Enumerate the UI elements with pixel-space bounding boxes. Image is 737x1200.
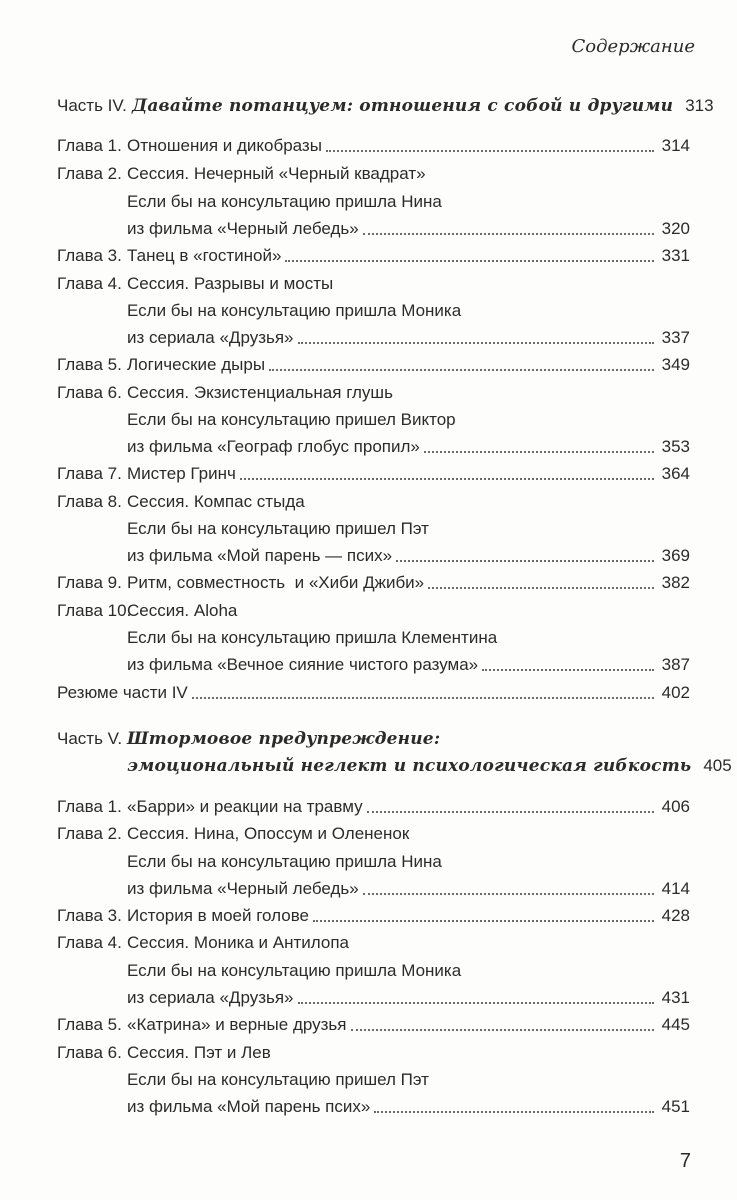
- leader-dots: [269, 351, 654, 371]
- toc-entry-cont[interactable]: [57, 875, 690, 903]
- chapter-title: Мистер Гринч: [127, 460, 240, 488]
- chapter-title: Сессия. Нечерный «Черный квадрат»: [127, 164, 426, 183]
- toc-entry[interactable]: [57, 379, 690, 407]
- leader-dots: [285, 242, 653, 262]
- toc-entry-cont[interactable]: [57, 1093, 690, 1121]
- page-ref: 431: [662, 984, 690, 1012]
- chapter-label: Глава 3.: [57, 906, 122, 925]
- toc-entry-cont: [57, 297, 690, 325]
- chapter-title: Сессия. Пэт и Лев: [127, 1043, 271, 1062]
- page-ref: 406: [662, 793, 690, 821]
- page-ref: 451: [662, 1093, 690, 1121]
- part-label: Часть V.: [57, 729, 123, 748]
- toc-entry[interactable]: [57, 488, 690, 516]
- chapter-subtitle: Если бы на консультацию пришла Моника: [127, 301, 462, 320]
- toc-entry-cont[interactable]: [57, 984, 690, 1012]
- leader-dots: [396, 542, 654, 562]
- toc-entry[interactable]: [57, 242, 690, 270]
- toc-entry[interactable]: [57, 1011, 690, 1039]
- page-ref: 349: [662, 351, 690, 379]
- page-ref: 414: [662, 875, 690, 903]
- chapter-label: Глава 7.: [57, 464, 122, 483]
- chapter-title: Сессия. Компас стыда: [127, 492, 305, 511]
- leader-dots: [298, 984, 654, 1004]
- chapter-label: Глава 6.: [57, 1043, 122, 1062]
- toc-part-5[interactable]: [57, 725, 690, 753]
- leader-dots: [363, 215, 654, 235]
- toc-entry-cont[interactable]: [57, 215, 690, 243]
- chapter-subtitle: Если бы на консультацию пришел Виктор: [127, 410, 456, 429]
- toc-entry-cont: [57, 957, 690, 985]
- leader-dots: [326, 132, 654, 152]
- chapter-label: Глава 5.: [57, 355, 122, 374]
- chapter-title: Сессия. Моника и Антилопа: [127, 933, 350, 952]
- chapter-title: Сессия. Экзистенциальная глушь: [127, 383, 393, 402]
- chapter-title: Сессия. Нина, Опоссум и Олененок: [127, 824, 410, 843]
- leader-dots: [424, 433, 654, 453]
- toc-entry-cont[interactable]: [57, 542, 690, 570]
- chapter-title: Танец в «гостиной»: [127, 242, 285, 270]
- chapter-subtitle: из сериала «Друзья»: [127, 984, 298, 1012]
- part-title: Давайте потанцуем: отношения с собой и другими: [132, 92, 677, 120]
- toc-summary[interactable]: [57, 679, 690, 707]
- chapter-subtitle: Если бы на консультацию пришла Нина: [127, 192, 442, 211]
- leader-dots: [367, 793, 654, 813]
- page-ref: 382: [662, 569, 690, 597]
- leader-dots: [428, 569, 653, 589]
- page-ref: 428: [662, 902, 690, 930]
- toc-entry-cont: [57, 406, 690, 434]
- toc-part-5-cont[interactable]: [57, 752, 732, 780]
- toc-entry[interactable]: [57, 929, 690, 957]
- toc-entry-cont: [57, 848, 690, 876]
- chapter-subtitle: из фильма «Географ глобус пропил»: [127, 433, 424, 461]
- toc-entry-cont: [57, 1066, 690, 1094]
- leader-dots: [192, 679, 654, 699]
- chapter-title: Отношения и дикобразы: [127, 132, 326, 160]
- chapter-subtitle: Если бы на консультацию пришла Клементина: [127, 628, 498, 647]
- chapter-label: Глава 10.: [57, 601, 132, 620]
- part-label: Часть IV.: [57, 96, 127, 115]
- toc-entry[interactable]: [57, 597, 690, 625]
- toc-entry[interactable]: [57, 270, 690, 298]
- toc-entry[interactable]: [57, 793, 690, 821]
- chapter-label: Глава 8.: [57, 492, 122, 511]
- toc-entry[interactable]: [57, 569, 690, 597]
- leader-dots: [363, 875, 654, 895]
- toc-entry[interactable]: [57, 351, 690, 379]
- page-ref: 364: [662, 460, 690, 488]
- chapter-title: «Катрина» и верные друзья: [127, 1011, 351, 1039]
- page-ref: 387: [662, 651, 690, 679]
- leader-dots: [374, 1093, 653, 1113]
- chapter-subtitle: Если бы на консультацию пришел Пэт: [127, 1070, 429, 1089]
- page-ref: 320: [662, 215, 690, 243]
- page-ref: 369: [662, 542, 690, 570]
- chapter-subtitle: из фильма «Вечное сияние чистого разума»: [127, 651, 482, 679]
- chapter-title: Логические дыры: [127, 351, 269, 379]
- chapter-subtitle: из фильма «Черный лебедь»: [127, 875, 363, 903]
- chapter-title: Сессия. Разрывы и мосты: [127, 274, 334, 293]
- toc-part-4[interactable]: [57, 92, 714, 120]
- chapter-label: Глава 2.: [57, 164, 122, 183]
- toc-entry-cont: [57, 515, 690, 543]
- toc-entry-cont: [57, 624, 690, 652]
- leader-dots: [313, 902, 654, 922]
- chapter-title: «Барри» и реакции на травму: [127, 793, 367, 821]
- running-header: Содержание: [571, 36, 695, 57]
- chapter-title: Сессия. Aloha: [127, 601, 238, 620]
- leader-dots: [298, 324, 654, 344]
- toc-entry[interactable]: [57, 460, 690, 488]
- part-title: Штормовое предупреждение:: [127, 725, 444, 753]
- chapter-label: Глава 9.: [57, 573, 122, 592]
- chapter-label: Глава 4.: [57, 274, 122, 293]
- page-number: 7: [679, 1150, 691, 1172]
- toc-entry-cont: [57, 188, 690, 216]
- chapter-label: Глава 1.: [57, 797, 122, 816]
- leader-dots: [351, 1011, 654, 1031]
- chapter-label: Глава 2.: [57, 824, 122, 843]
- toc-entry[interactable]: [57, 902, 690, 930]
- page-ref: 353: [662, 433, 690, 461]
- toc-entry[interactable]: [57, 1039, 690, 1067]
- chapter-label: Глава 5.: [57, 1015, 122, 1034]
- toc-entry-cont[interactable]: [57, 433, 690, 461]
- page-ref: 314: [662, 132, 690, 160]
- page-ref: 337: [662, 324, 690, 352]
- toc-entry-cont[interactable]: [57, 651, 690, 679]
- chapter-title: История в моей голове: [127, 902, 313, 930]
- chapter-title: Ритм, совместность и «Хиби Джиби»: [127, 569, 428, 597]
- chapter-subtitle: из сериала «Друзья»: [127, 324, 298, 352]
- chapter-subtitle: Если бы на консультацию пришел Пэт: [127, 519, 429, 538]
- chapter-label: Глава 6.: [57, 383, 122, 402]
- chapter-label: Глава 1.: [57, 136, 122, 155]
- leader-dots: [240, 460, 654, 480]
- page-ref: 331: [662, 242, 690, 270]
- chapter-label: Глава 4.: [57, 933, 122, 952]
- part-title-cont: эмоциональный неглект и психологическая гибкость: [127, 752, 695, 780]
- toc-entry-cont[interactable]: [57, 324, 690, 352]
- toc-entry[interactable]: [57, 820, 690, 848]
- chapter-subtitle: из фильма «Мой парень псих»: [127, 1093, 374, 1121]
- toc-entry[interactable]: [57, 160, 690, 188]
- toc-entry[interactable]: [57, 132, 690, 160]
- page-ref: 445: [662, 1011, 690, 1039]
- page-ref: 405: [703, 752, 731, 780]
- chapter-subtitle: из фильма «Черный лебедь»: [127, 215, 363, 243]
- summary-title: Резюме части IV: [57, 679, 192, 707]
- chapter-subtitle: из фильма «Мой парень — псих»: [127, 542, 396, 570]
- leader-dots: [482, 651, 654, 671]
- chapter-subtitle: Если бы на консультацию пришла Нина: [127, 852, 442, 871]
- page-ref: 313: [685, 92, 713, 120]
- chapter-subtitle: Если бы на консультацию пришла Моника: [127, 961, 462, 980]
- chapter-label: Глава 3.: [57, 246, 122, 265]
- page-ref: 402: [662, 679, 690, 707]
